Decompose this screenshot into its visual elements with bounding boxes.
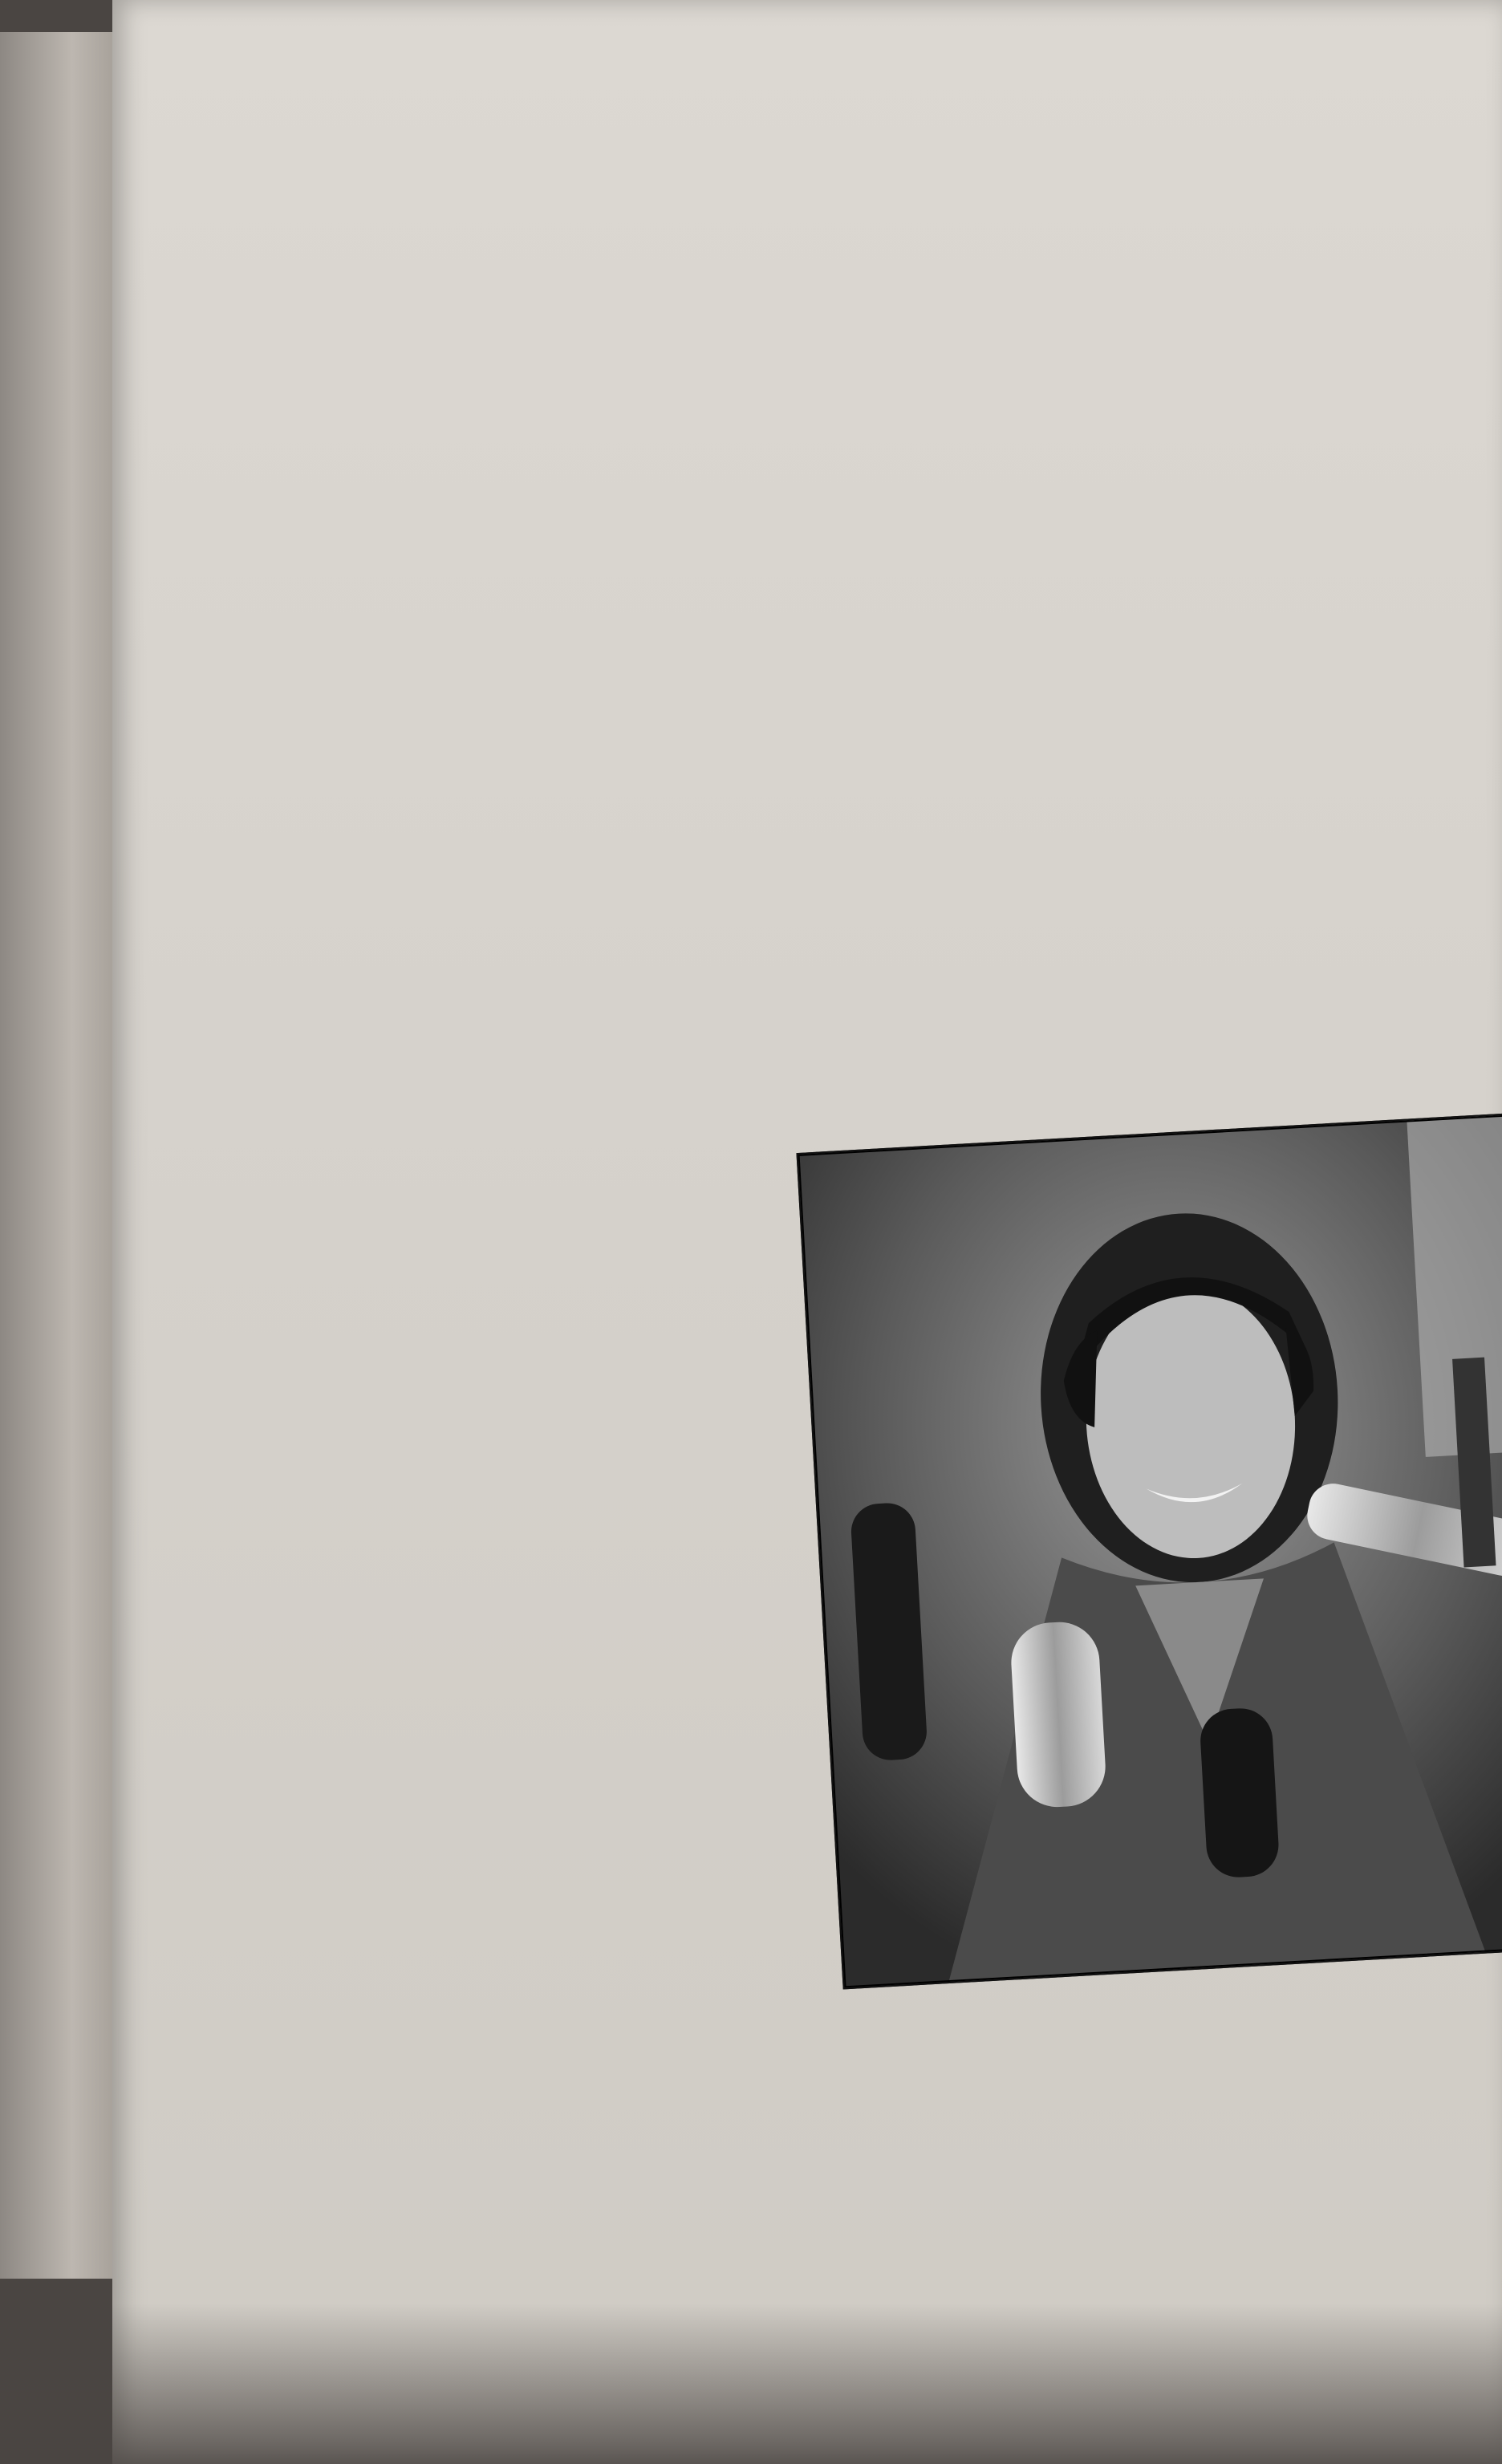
paragraph-2-continued <box>263 1224 760 1252</box>
p1-line <box>237 721 1488 790</box>
photo-image <box>798 1114 1502 1988</box>
p1-line <box>237 721 1488 790</box>
left-running-head <box>29 32 35 96</box>
portrait-photo <box>796 1113 1502 1990</box>
page-content <box>149 1 1502 2235</box>
paragraph-1 <box>237 721 1488 790</box>
p1-line <box>237 721 1488 790</box>
p1-line <box>237 721 1488 790</box>
p1-line <box>237 721 1488 790</box>
right-page <box>112 0 1502 2464</box>
bottom-shadow <box>0 2304 1502 2464</box>
p1-line <box>237 721 1488 790</box>
left-page <box>0 32 120 2279</box>
